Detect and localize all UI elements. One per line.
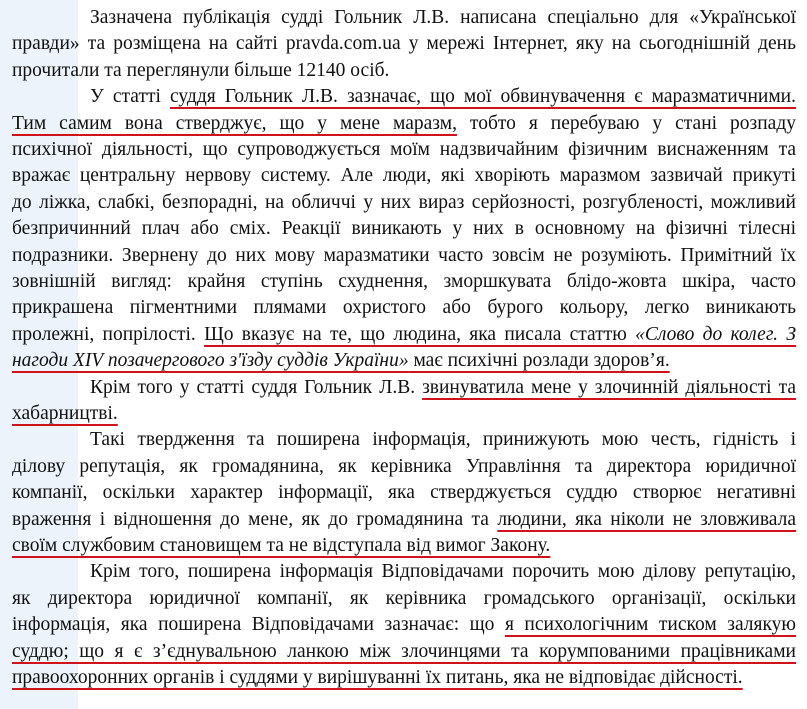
underlined-phrase: суддя Гольник Л.В. зазначає, що мої обвинувачення є маразматичними. <box>169 86 796 108</box>
underlined-phrase: суддю; що я є з’єднувальною ланкою між злочинцями та корумпованими працівниками <box>12 640 796 662</box>
text-line <box>12 349 796 373</box>
underlined-phrase: «Слово до колег. З <box>635 323 796 345</box>
text-line <box>12 508 796 532</box>
text-line <box>12 613 796 637</box>
text-line <box>12 640 796 664</box>
underlined-phrase: Тим самим вона стверджує, що у мене маразм, <box>12 112 457 134</box>
text-line: прочитали та переглянули більше 12140 осіб. <box>12 59 390 81</box>
text-line: безпричинний плач або сміх. Реакції виникають у них в основному на фізичні тілесні <box>12 218 796 240</box>
text-run: Крім того у статті суддя Гольник Л.В. <box>90 376 423 398</box>
text-line: психічної діяльності, що супроводжується моїм надзвичайним фізичним виснаженням та <box>12 139 796 160</box>
underlined-phrase: людини, яка ніколи не зловживала <box>497 508 796 530</box>
text-line: Зазначена публікація судді Гольник Л.В. написана спеціально для «Української <box>90 7 796 28</box>
text-line: подразники. Звернену до них мову маразматики часто зовсім не розуміють. Примітний їх <box>12 244 796 266</box>
text-run: інформація, яка поширена Відповідачами зазначає: що <box>12 614 505 636</box>
underlined-phrase: нагоди XIV позачергового з'їзду суддів України» <box>12 350 409 372</box>
text-line <box>12 112 796 136</box>
text-line: ділову репутація, як громадянина, як керівника Управління та директора юридичної <box>12 455 796 477</box>
underlined-phrase: хабарництві. <box>12 403 118 424</box>
text-line: вражає центральну нервову систему. Але люди, які хворіють маразмом зазвичай прикуті <box>12 165 796 187</box>
text-line: Такі твердження та поширена інформація, принижують мою честь, гідність і <box>90 429 796 451</box>
text-line <box>12 402 796 426</box>
text-line <box>12 376 796 400</box>
text-line <box>12 666 796 690</box>
text-line: правди» та розміщена на сайті pravda.com.ua у мережі Інтернет, яку на сьогоднішній день <box>12 33 796 55</box>
text-line <box>12 534 796 558</box>
text-line: як директора юридичної компанії, як керівника громадського організації, оскільки <box>12 587 796 609</box>
text-line: компанії, оскільки характер інформації, яка стверджується суддю створює негативні <box>12 482 796 504</box>
text-run: У статті <box>90 86 170 108</box>
text-line: Крім того, поширена інформація Відповідачами порочить мою ділову репутацію, <box>90 561 796 583</box>
underlined-phrase: своїм службовим становищем та не відступала від вимог Закону. <box>12 535 551 556</box>
underlined-phrase: Що вказує на те, що людина, яка писала статтю <box>204 323 636 345</box>
underlined-phrase: я психологічним тиском залякую <box>504 614 796 636</box>
text-line: зовнішній вигляд: крайня ступінь схуднення, зморшкувата блідо-жовта шкіра, часто <box>12 271 796 292</box>
text-line: до ліжка, слабкі, безпорадні, на обличчі у них вираз серйозності, розгубленості, можливий <box>12 191 796 213</box>
text-line <box>12 85 796 109</box>
underlined-phrase: звинуватила мене у злочинній діяльності та <box>422 376 796 398</box>
text-run: пролежні, попрілості. <box>12 323 205 345</box>
underlined-phrase: має психічні розлади здоров’я. <box>408 350 670 372</box>
text-run: враження і відношення до мене, як до громадянина та <box>12 508 498 530</box>
underlined-phrase: правоохоронних органів і суддями у вирішуванні їх питань, яка не відповідає дійсності. <box>12 667 743 688</box>
text-run: тобто я перебуваю у стані розпаду <box>456 112 796 134</box>
text-line <box>12 323 796 347</box>
text-line: прикрашена пігментними плямами охристого або бурого кольору, легко виникають <box>12 297 796 319</box>
